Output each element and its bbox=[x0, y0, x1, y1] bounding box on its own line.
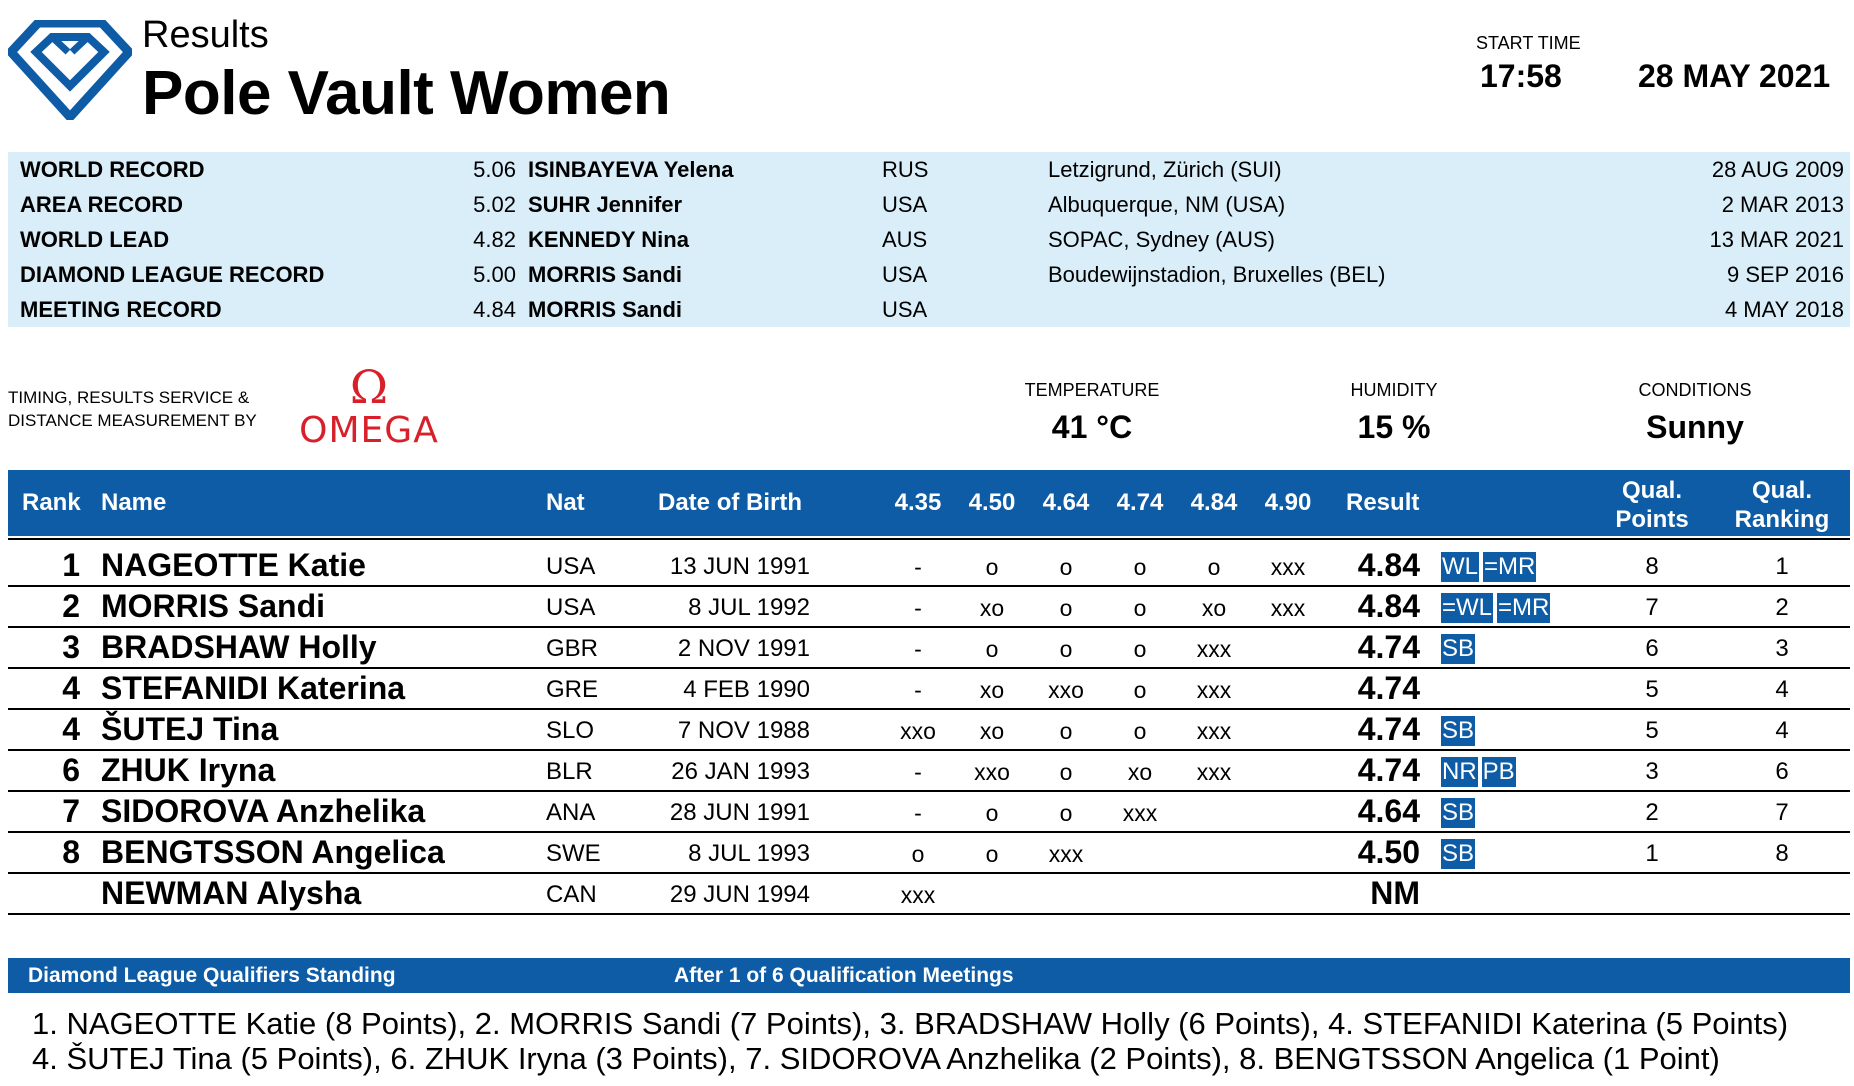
qual-ranking: 1 bbox=[1775, 553, 1789, 580]
athlete-nat: ANA bbox=[546, 799, 596, 826]
table-row bbox=[8, 711, 1850, 752]
athlete-dob: 7 NOV 1988 bbox=[677, 717, 810, 744]
qual-points: 2 bbox=[1645, 799, 1659, 826]
header-qual-ranking bbox=[1732, 476, 1832, 534]
event-title: Pole Vault Women bbox=[142, 59, 671, 128]
athlete-result: 4.50 bbox=[1357, 834, 1420, 870]
humidity-value: 15 % bbox=[1357, 409, 1431, 445]
athlete-rank: 8 bbox=[62, 834, 80, 870]
record-type: DIAMOND LEAGUE RECORD bbox=[20, 262, 325, 287]
athlete-rank: 4 bbox=[62, 711, 80, 747]
diamond-league-logo bbox=[8, 20, 132, 120]
athlete-name: BRADSHAW Holly bbox=[101, 629, 377, 665]
athlete-name: ŠUTEJ Tina bbox=[101, 711, 279, 747]
athlete-dob: 8 JUL 1992 bbox=[688, 594, 810, 621]
record-nat: USA bbox=[882, 262, 928, 287]
attempt-cell: - bbox=[914, 636, 922, 662]
attempt-cell: xxx bbox=[1270, 554, 1306, 580]
record-date: 13 MAR 2021 bbox=[1709, 227, 1844, 252]
athlete-rank: 1 bbox=[62, 547, 80, 583]
results-label: Results bbox=[142, 14, 269, 56]
header-height: 4.90 bbox=[1264, 489, 1312, 516]
row-divider bbox=[8, 749, 1850, 751]
athlete-nat: USA bbox=[546, 594, 596, 621]
row-divider bbox=[8, 872, 1850, 874]
result-badges bbox=[1441, 798, 1479, 828]
record-date: 28 AUG 2009 bbox=[1711, 157, 1844, 182]
attempt-cell: o bbox=[1059, 718, 1073, 744]
omega-symbol-icon: Ω bbox=[349, 360, 389, 414]
qual-ranking: 4 bbox=[1775, 676, 1789, 703]
qual-ranking: 3 bbox=[1775, 635, 1789, 662]
record-row bbox=[8, 257, 1850, 292]
attempt-cell: xxx bbox=[1270, 595, 1306, 621]
record-badge: PB bbox=[1482, 758, 1515, 785]
attempt-cell: o bbox=[1133, 677, 1147, 703]
row-divider bbox=[8, 626, 1850, 628]
header-dob: Date of Birth bbox=[658, 489, 802, 516]
conditions-value: Sunny bbox=[1646, 409, 1744, 445]
attempt-cell: o bbox=[1133, 554, 1147, 580]
record-type: MEETING RECORD bbox=[20, 297, 222, 322]
table-row bbox=[8, 629, 1850, 670]
attempt-cell: xxo bbox=[900, 718, 936, 744]
header-height: 4.84 bbox=[1190, 489, 1238, 516]
athlete-result: 4.84 bbox=[1357, 588, 1420, 624]
header-qual-points bbox=[1612, 476, 1692, 534]
header-qual-points-line: Points bbox=[1615, 506, 1689, 533]
attempt-cell: - bbox=[914, 595, 922, 621]
athlete-name: BENGTSSON Angelica bbox=[101, 834, 445, 870]
athlete-name: ZHUK Iryna bbox=[101, 752, 276, 788]
record-badge: =MR bbox=[1498, 594, 1550, 621]
header-height: 4.35 bbox=[894, 489, 942, 516]
attempt-cell: - bbox=[914, 800, 922, 826]
record-mark: 4.82 bbox=[473, 227, 516, 252]
athlete-nat: CAN bbox=[546, 881, 597, 908]
record-venue: Boudewijnstadion, Bruxelles (BEL) bbox=[1048, 262, 1386, 287]
header-nat: Nat bbox=[546, 489, 585, 516]
record-badge: SB bbox=[1442, 717, 1475, 744]
omega-logo bbox=[296, 360, 442, 454]
record-badge: =MR bbox=[1484, 553, 1536, 580]
athlete-dob: 8 JUL 1993 bbox=[688, 840, 810, 867]
record-mark: 5.02 bbox=[473, 192, 516, 217]
record-badge: SB bbox=[1442, 840, 1475, 867]
qual-points: 5 bbox=[1645, 717, 1659, 744]
record-badge: SB bbox=[1442, 799, 1475, 826]
qual-ranking: 4 bbox=[1775, 717, 1789, 744]
attempt-cell: - bbox=[914, 554, 922, 580]
athlete-rank: 2 bbox=[62, 588, 80, 624]
record-mark: 4.84 bbox=[473, 297, 516, 322]
record-badge: =WL bbox=[1442, 594, 1493, 621]
attempt-cell: - bbox=[914, 759, 922, 785]
records-panel bbox=[8, 152, 1850, 327]
temperature-label: TEMPERATURE bbox=[1024, 380, 1160, 400]
qual-ranking: 8 bbox=[1775, 840, 1789, 867]
athlete-nat: SWE bbox=[546, 840, 601, 867]
attempt-cell: o bbox=[1059, 759, 1073, 785]
record-date: 4 MAY 2018 bbox=[1724, 297, 1844, 322]
qualifiers-standing-line: 4. ŠUTEJ Tina (5 Points), 6. ZHUK Iryna (3 Points), 7. SIDOROVA Anzhelika (2 Points), 8. BENGTSSON Angelica (1 Point) bbox=[32, 1041, 1720, 1076]
athlete-name: NAGEOTTE Katie bbox=[101, 547, 366, 583]
record-holder: MORRIS Sandi bbox=[528, 262, 683, 287]
record-venue: Albuquerque, NM (USA) bbox=[1048, 192, 1286, 217]
row-divider bbox=[8, 538, 1850, 540]
conditions-label: CONDITIONS bbox=[1638, 380, 1752, 400]
record-nat: AUS bbox=[882, 227, 928, 252]
attempt-cell: xo bbox=[979, 718, 1005, 744]
header-rank: Rank bbox=[22, 489, 81, 516]
qualifiers-standing-line: 1. NAGEOTTE Katie (8 Points), 2. MORRIS Sandi (7 Points), 3. BRADSHAW Holly (6 Points), 4. STEFANIDI Katerina (5 Points) bbox=[32, 1006, 1789, 1041]
athlete-rank: 7 bbox=[62, 793, 80, 829]
attempt-cell: xxo bbox=[974, 759, 1010, 785]
attempt-cell: o bbox=[985, 554, 999, 580]
qual-points: 8 bbox=[1645, 553, 1659, 580]
record-venue: Letzigrund, Zürich (SUI) bbox=[1048, 157, 1282, 182]
row-divider bbox=[8, 708, 1850, 710]
athlete-dob: 26 JAN 1993 bbox=[671, 758, 810, 785]
record-row bbox=[8, 292, 1850, 327]
attempt-cell: o bbox=[1133, 718, 1147, 744]
record-badge: WL bbox=[1442, 553, 1478, 580]
qual-points: 3 bbox=[1645, 758, 1659, 785]
timing-credit bbox=[8, 386, 257, 432]
record-badge: NR bbox=[1442, 758, 1477, 785]
record-nat: USA bbox=[882, 297, 928, 322]
attempt-cell: o bbox=[1059, 800, 1073, 826]
event-date: 28 MAY 2021 bbox=[1638, 58, 1831, 94]
athlete-result: 4.64 bbox=[1357, 793, 1420, 829]
header-qual-ranking-line: Qual. bbox=[1751, 477, 1812, 504]
attempt-cell: o bbox=[985, 636, 999, 662]
qual-ranking: 2 bbox=[1775, 594, 1789, 621]
table-row bbox=[8, 670, 1850, 711]
table-row bbox=[8, 547, 1850, 588]
athlete-name: MORRIS Sandi bbox=[101, 588, 326, 624]
athlete-rank: 3 bbox=[62, 629, 80, 665]
header-height: 4.64 bbox=[1042, 489, 1090, 516]
table-row bbox=[8, 793, 1850, 834]
table-row bbox=[8, 834, 1850, 875]
attempt-cell: xo bbox=[1201, 595, 1227, 621]
table-row bbox=[8, 588, 1850, 629]
athlete-nat: SLO bbox=[546, 717, 595, 744]
athlete-name: STEFANIDI Katerina bbox=[101, 670, 406, 706]
omega-wordmark: OMEGA bbox=[299, 410, 439, 451]
athlete-nat: BLR bbox=[546, 758, 593, 785]
attempt-cell: o bbox=[1207, 554, 1221, 580]
result-badges bbox=[1441, 716, 1479, 746]
record-mark: 5.00 bbox=[473, 262, 516, 287]
qual-points: 5 bbox=[1645, 676, 1659, 703]
table-row bbox=[8, 875, 1850, 916]
record-type: WORLD LEAD bbox=[20, 227, 170, 252]
athlete-dob: 28 JUN 1991 bbox=[669, 799, 810, 826]
athlete-result: NM bbox=[1370, 875, 1420, 911]
row-divider bbox=[8, 831, 1850, 833]
athlete-rank: 4 bbox=[62, 670, 80, 706]
athlete-result: 4.74 bbox=[1357, 711, 1420, 747]
record-date: 9 SEP 2016 bbox=[1726, 262, 1844, 287]
attempt-cell: o bbox=[1059, 595, 1073, 621]
attempt-cell: xxx bbox=[1122, 800, 1158, 826]
athlete-result: 4.74 bbox=[1357, 629, 1420, 665]
attempt-cell: xxx bbox=[1196, 759, 1232, 785]
start-time: 17:58 bbox=[1480, 58, 1562, 94]
athlete-dob: 4 FEB 1990 bbox=[683, 676, 810, 703]
attempt-cell: xxx bbox=[1196, 718, 1232, 744]
results-table-header bbox=[8, 470, 1850, 536]
qual-points: 1 bbox=[1645, 840, 1659, 867]
attempt-cell: o bbox=[985, 800, 999, 826]
attempt-cell: xxx bbox=[1048, 841, 1084, 867]
row-divider bbox=[8, 790, 1850, 792]
header-height: 4.50 bbox=[968, 489, 1016, 516]
timing-credit-line: DISTANCE MEASUREMENT BY bbox=[8, 411, 257, 430]
temperature-value: 41 °C bbox=[1051, 409, 1133, 445]
record-nat: RUS bbox=[882, 157, 929, 182]
record-holder: MORRIS Sandi bbox=[528, 297, 683, 322]
qualifiers-bar bbox=[8, 958, 1850, 993]
athlete-result: 4.84 bbox=[1357, 547, 1420, 583]
result-badges bbox=[1441, 552, 1540, 582]
athlete-name: NEWMAN Alysha bbox=[101, 875, 362, 911]
athlete-nat: GRE bbox=[546, 676, 599, 703]
attempt-cell: o bbox=[985, 841, 999, 867]
athlete-nat: USA bbox=[546, 553, 596, 580]
record-nat: USA bbox=[882, 192, 928, 217]
qual-points: 6 bbox=[1645, 635, 1659, 662]
header-qual-points-line: Qual. bbox=[1621, 477, 1682, 504]
athlete-dob: 29 JUN 1994 bbox=[669, 881, 810, 908]
attempt-cell: o bbox=[1133, 595, 1147, 621]
qual-points: 7 bbox=[1645, 594, 1659, 621]
attempt-cell: xo bbox=[1127, 759, 1153, 785]
attempt-cell: xo bbox=[979, 677, 1005, 703]
record-type: AREA RECORD bbox=[20, 192, 183, 217]
header-height: 4.74 bbox=[1116, 489, 1164, 516]
attempt-cell: xxx bbox=[1196, 677, 1232, 703]
attempt-cell: xxx bbox=[900, 882, 936, 908]
timing-credit-line: TIMING, RESULTS SERVICE & bbox=[8, 388, 250, 407]
attempt-cell: o bbox=[1133, 636, 1147, 662]
record-row bbox=[8, 152, 1850, 187]
record-holder: ISINBAYEVA Yelena bbox=[528, 157, 734, 182]
header-name: Name bbox=[101, 489, 167, 516]
attempt-cell: - bbox=[914, 677, 922, 703]
record-venue: SOPAC, Sydney (AUS) bbox=[1048, 227, 1275, 252]
record-badge: SB bbox=[1442, 635, 1475, 662]
qual-ranking: 6 bbox=[1775, 758, 1789, 785]
qual-ranking: 7 bbox=[1775, 799, 1789, 826]
result-badges bbox=[1441, 593, 1554, 623]
attempt-cell: xxo bbox=[1048, 677, 1084, 703]
row-divider bbox=[8, 667, 1850, 669]
record-date: 2 MAR 2013 bbox=[1721, 192, 1844, 217]
record-holder: SUHR Jennifer bbox=[528, 192, 683, 217]
result-badges bbox=[1441, 839, 1479, 869]
attempt-cell: o bbox=[1059, 636, 1073, 662]
row-divider bbox=[8, 585, 1850, 587]
header-result: Result bbox=[1346, 489, 1420, 516]
record-holder: KENNEDY Nina bbox=[528, 227, 689, 252]
result-badges bbox=[1441, 634, 1479, 664]
record-row bbox=[8, 222, 1850, 257]
attempt-cell: xxx bbox=[1196, 636, 1232, 662]
athlete-result: 4.74 bbox=[1357, 752, 1420, 788]
start-time-label: START TIME bbox=[1476, 33, 1581, 53]
qualifiers-title: Diamond League Qualifiers Standing bbox=[28, 964, 396, 987]
attempt-cell: xo bbox=[979, 595, 1005, 621]
record-type: WORLD RECORD bbox=[20, 157, 205, 182]
header-qual-ranking-line: Ranking bbox=[1734, 506, 1830, 533]
athlete-dob: 2 NOV 1991 bbox=[677, 635, 810, 662]
humidity-label: HUMIDITY bbox=[1350, 380, 1438, 400]
row-divider bbox=[8, 913, 1850, 915]
athlete-result: 4.74 bbox=[1357, 670, 1420, 706]
record-row bbox=[8, 187, 1850, 222]
record-mark: 5.06 bbox=[473, 157, 516, 182]
qualifiers-subtitle: After 1 of 6 Qualification Meetings bbox=[674, 964, 1014, 987]
athlete-nat: GBR bbox=[546, 635, 599, 662]
attempt-cell: o bbox=[911, 841, 925, 867]
result-badges bbox=[1441, 757, 1520, 787]
athlete-name: SIDOROVA Anzhelika bbox=[101, 793, 426, 829]
athlete-dob: 13 JUN 1991 bbox=[669, 553, 810, 580]
attempt-cell: o bbox=[1059, 554, 1073, 580]
table-row bbox=[8, 752, 1850, 793]
athlete-rank: 6 bbox=[62, 752, 80, 788]
